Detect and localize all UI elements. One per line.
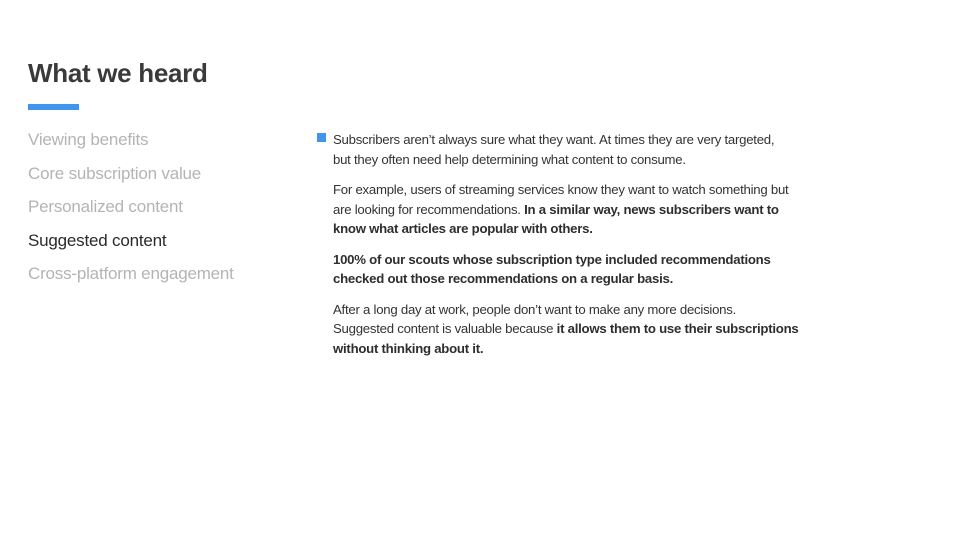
text-line bbox=[333, 300, 893, 320]
nav-item-core-subscription-value[interactable]: Core subscription value bbox=[28, 163, 202, 183]
text-line bbox=[333, 250, 893, 270]
text-line bbox=[333, 130, 893, 150]
text-line bbox=[333, 339, 893, 359]
page-title: What we heard bbox=[28, 58, 208, 88]
content-body bbox=[333, 130, 893, 369]
bold-text: it allows them to use their subscriptions bbox=[556, 321, 799, 336]
text: are looking for recommendations. bbox=[333, 201, 525, 217]
bold-text: 100% of our scouts whose subscription type included recommendations bbox=[333, 251, 771, 267]
square-bullet-icon bbox=[317, 133, 326, 142]
title-accent-bar bbox=[28, 104, 79, 110]
nav-item-viewing-benefits[interactable]: Viewing benefits bbox=[28, 130, 149, 149]
nav-item-suggested-content[interactable]: Suggested content bbox=[28, 230, 167, 250]
paragraph bbox=[333, 130, 893, 169]
text: For example, users of streaming services know they want to watch something but bbox=[333, 182, 789, 197]
section-nav bbox=[28, 129, 234, 297]
text-line bbox=[333, 150, 893, 170]
text-line bbox=[333, 319, 893, 339]
paragraph bbox=[333, 250, 893, 289]
paragraph bbox=[333, 300, 893, 359]
text: Suggested content is valuable because bbox=[333, 321, 557, 336]
bold-text: In a similar way, news subscribers want to bbox=[524, 201, 779, 217]
text: but they often need help determining what content to consume. bbox=[333, 151, 686, 167]
paragraph bbox=[333, 180, 893, 239]
bold-text: know what articles are popular with others. bbox=[333, 221, 593, 236]
nav-item-cross-platform-engagement[interactable]: Cross-platform engagement bbox=[28, 264, 234, 284]
text-line bbox=[333, 200, 893, 220]
bold-text: without thinking about it. bbox=[333, 340, 484, 356]
bold-text: checked out those recommendations on a regular basis. bbox=[333, 271, 673, 286]
text-line bbox=[333, 180, 893, 200]
text-line bbox=[333, 219, 893, 239]
nav-item-personalized-content[interactable]: Personalized content bbox=[28, 197, 183, 217]
text-line bbox=[333, 269, 893, 289]
text: Subscribers aren’t always sure what they want. At times they are very targeted, bbox=[333, 132, 775, 147]
text: After a long day at work, people don’t want to make any more decisions. bbox=[333, 301, 737, 317]
